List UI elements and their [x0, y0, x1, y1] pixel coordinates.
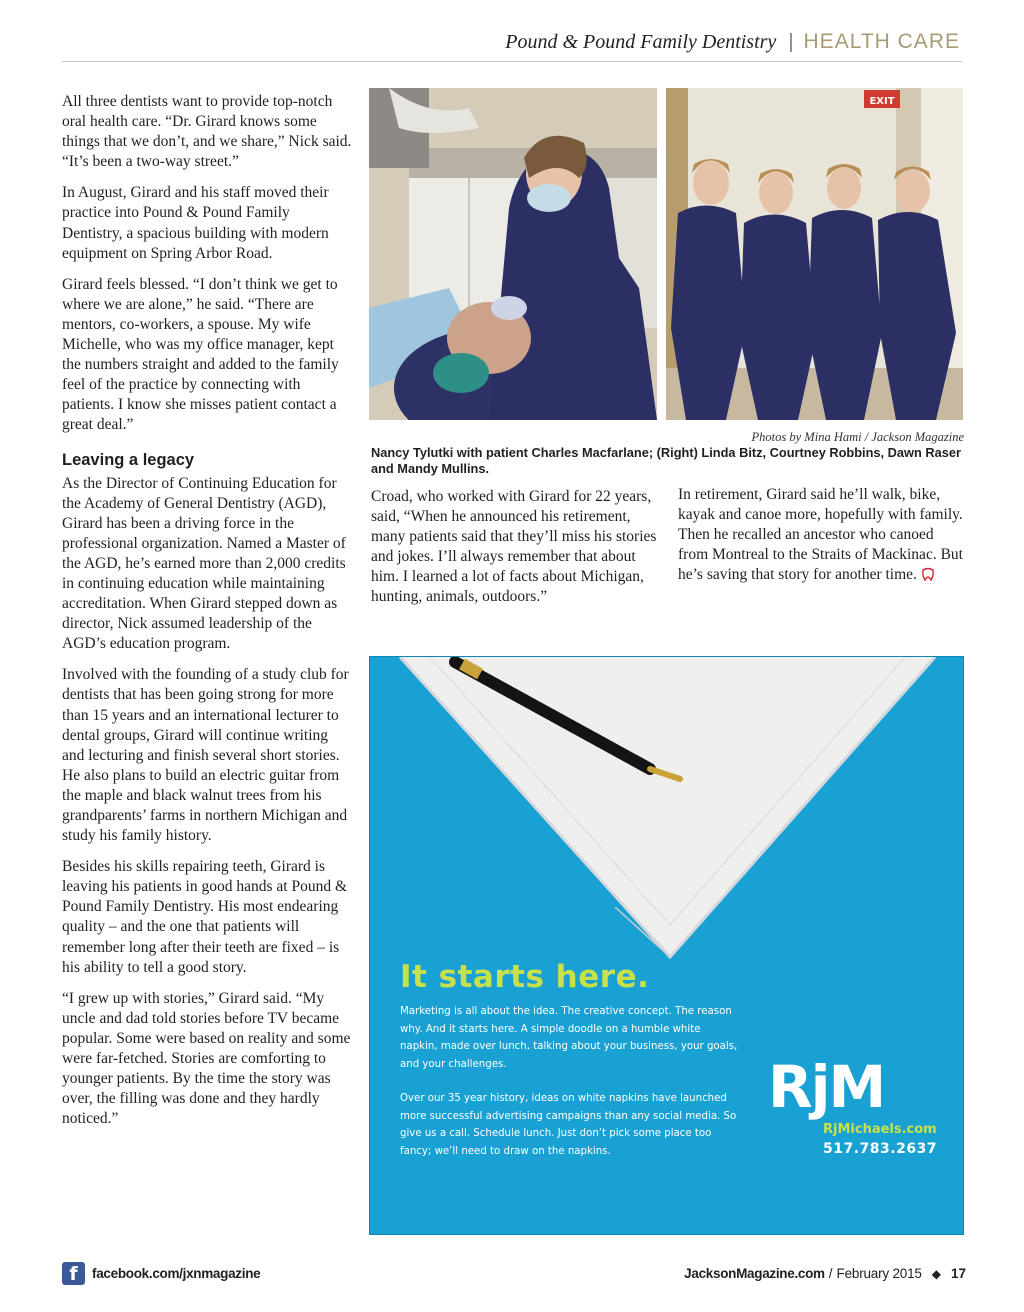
diamond-icon: ◆ — [931, 1267, 941, 1281]
facebook-icon[interactable]: f — [62, 1262, 85, 1285]
ad-body-text: Marketing is all about the idea. The creative concept. The reason why. And it starts here. A simple doodle on a humble white napkin, made over lunch, talking about your business, your goals, and your challenges. — [400, 1006, 738, 1070]
footer-slash: / — [828, 1266, 833, 1281]
napkin-and-pen-illustration — [370, 657, 964, 977]
right-column — [678, 485, 963, 596]
paragraph: As the Director of Continuing Education for the Academy of General Dentistry (AGD), Girard has been a driving force in the professional organization. Named a Master of the AGD, he’s earned more than 2,000 credits in continuing education while maintaining accreditation. When Girard stepped down as director, Nick assumed leadership of the AGD’s education program. — [62, 474, 346, 653]
dentist-photo-illustration — [369, 88, 657, 420]
page-header — [62, 28, 962, 62]
ad-phone-number[interactable]: 517.783.2637 — [823, 1141, 938, 1157]
paragraph: All three dentists want to provide top-notch oral health care. “Dr. Girard knows some things that we don’t, and we share,” Nick said. “It’s been a two-way street.” — [62, 93, 352, 171]
ad-body-text: Over our 35 year history, ideas on white napkins have launched more successful advertising campaigns than any social media. So give us a call. Schedule lunch. Just don’t pick some place too fancy; we’ll need to draw on the napkins. — [400, 1093, 737, 1157]
footer-social[interactable] — [62, 1262, 260, 1285]
tooth-end-icon — [920, 566, 936, 582]
paragraph: “I grew up with stories,” Girard said. “My uncle and dad told stories before TV became popular. Some were based on reality and some were far-fetched. Stories are comforting to younger patients. By the time the story was over, the filling was done and they hardly noticed.” — [62, 989, 351, 1128]
staff-photo-illustration — [666, 88, 963, 420]
footer-site-link[interactable]: JacksonMagazine.com — [684, 1266, 825, 1281]
section-subhead: Leaving a legacy — [62, 450, 195, 469]
left-column — [62, 92, 352, 1140]
exit-sign: EXIT — [869, 96, 895, 107]
photo-dentist-with-patient — [369, 88, 657, 420]
paragraph: Girard feels blessed. “I don’t think we get to where we are alone,” he said. “There are mentors, co-workers, a spouse. My wife Michelle, who was my office manager, kept the numbers straight and added to the family feel of the practice by connecting with patients. I know she misses patient contact a great deal.” — [62, 275, 339, 434]
paragraph — [678, 485, 963, 585]
page-number: 17 — [950, 1266, 966, 1281]
paragraph-text: In retirement, Girard said he’ll walk, bike, kayak and canoe more, hopefully with family. Then he recalled an ancestor who canoed from Montreal to the Straits of Mackinac. But he’s saving that story for another time. — [678, 486, 963, 584]
ad-website-link[interactable]: RjMichaels.com — [823, 1122, 937, 1137]
header-separator: | — [788, 31, 794, 53]
rjm-advertisement[interactable] — [369, 656, 964, 1235]
facebook-link[interactable]: facebook.com/jxnmagazine — [92, 1266, 261, 1281]
photo-staff-group — [666, 88, 963, 420]
paragraph: Croad, who worked with Girard for 22 years, said, “When he announced his retirement, many patients said that they’ll miss his stories and jokes. I’ll always remember that about him. I learned a lot of facts about Michigan, hunting, animals, outdoors.” — [371, 488, 657, 606]
header-section: HEALTH CARE — [803, 30, 960, 53]
photo-caption: Nancy Tylutki with patient Charles Macfarlane; (Right) Linda Bitz, Courtney Robbins, Dawn Raser and Mandy Mullins. — [371, 445, 961, 476]
rjm-logo: RjM — [768, 1053, 885, 1121]
header-title: Pound & Pound Family Dentistry — [505, 31, 777, 53]
paragraph: In August, Girard and his staff moved their practice into Pound & Pound Family Dentistry, a spacious building with modern equipment on Spring Arbor Road. — [62, 184, 329, 262]
footer-date: February 2015 — [836, 1266, 922, 1281]
photo-credit: Photos by Mina Hami / Jackson Magazine — [751, 430, 964, 444]
paragraph: Besides his skills repairing teeth, Girard is leaving his patients in good hands at Pound & Pound Family Dentistry. His most endearing quality – and the one that patients will remember long after their teeth are fixed – is his ability to tell a good story. — [62, 858, 348, 976]
middle-column — [371, 487, 663, 619]
ad-headline: It starts here. — [400, 959, 650, 995]
footer-folio — [684, 1266, 966, 1281]
paragraph: Involved with the founding of a study club for dentists that has been going strong for more than 15 years and an international lecturer to dental groups, Girard will continue writing and lecturing and finish several short stories. He also plans to build an electric guitar from the maple and black walnut trees from his grandparents’ farms in northern Michigan and study his family history. — [62, 666, 349, 845]
